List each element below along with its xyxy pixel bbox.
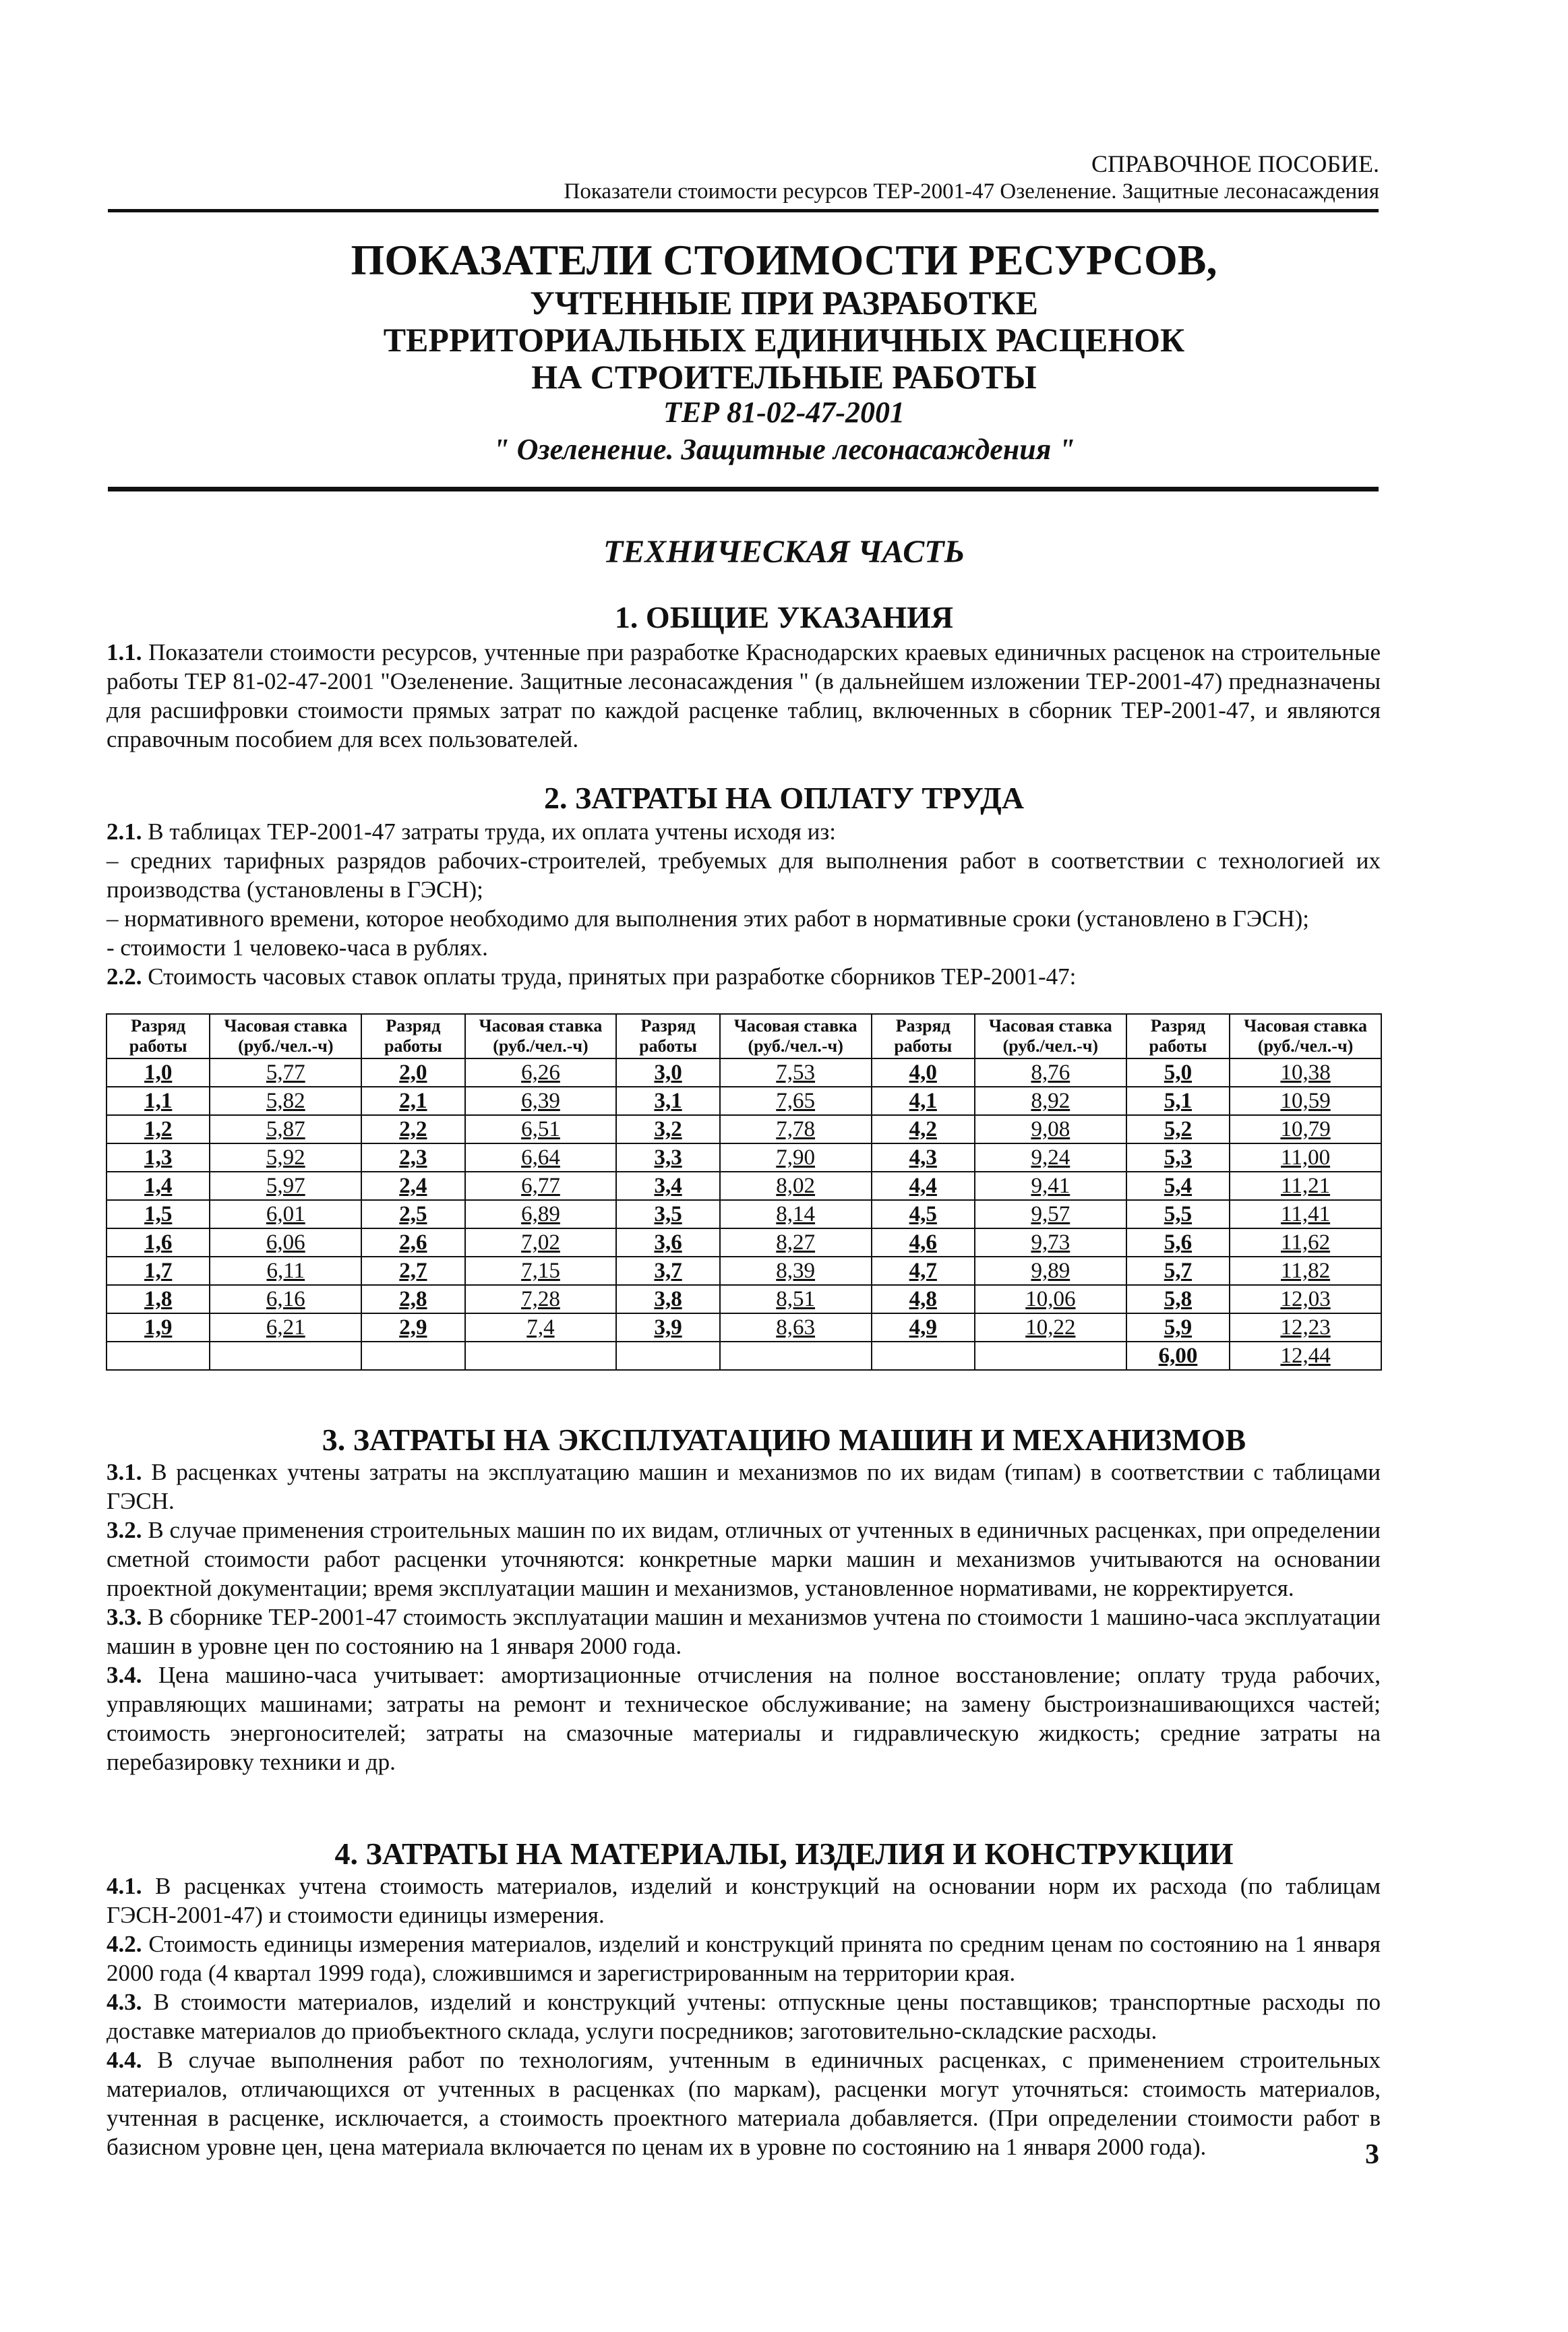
grade-cell: 4,3 <box>872 1143 975 1172</box>
grade-cell: 5,2 <box>1126 1115 1230 1143</box>
grade-cell: 3,9 <box>616 1313 719 1342</box>
grade-cell: 2,6 <box>361 1228 464 1257</box>
rate-cell: 10,59 <box>1230 1087 1381 1115</box>
title-line-4: НА СТРОИТЕЛЬНЫЕ РАБОТЫ <box>531 358 1037 396</box>
title-rule <box>108 487 1379 491</box>
grade-cell: 2,3 <box>361 1143 464 1172</box>
rate-cell: 8,14 <box>720 1200 872 1228</box>
section-3-heading: 3. ЗАТРАТЫ НА ЭКСПЛУАТАЦИЮ МАШИН И МЕХАНИЗМОВ <box>322 1423 1246 1457</box>
grade-cell: 5,7 <box>1126 1257 1230 1285</box>
paragraph-2-2 <box>107 962 1381 991</box>
paragraph-number: 3.3. <box>107 1604 142 1630</box>
title-line-3: ТЕРРИТОРИАЛЬНЫХ ЕДИНИЧНЫХ РАСЦЕНОК <box>383 321 1185 359</box>
grade-cell: 3,4 <box>616 1172 719 1200</box>
rate-cell: 5,97 <box>210 1172 361 1200</box>
grade-cell: 3,7 <box>616 1257 719 1285</box>
rate-cell: 9,41 <box>975 1172 1126 1200</box>
hourly-rates-table <box>106 1013 1382 1371</box>
grade-cell: 2,8 <box>361 1285 464 1313</box>
grade-cell: 3,3 <box>616 1143 719 1172</box>
header-subtitle: Показатели стоимости ресурсов ТЕР-2001-47 Озеленение. Защитные лесонасаждения <box>564 179 1379 204</box>
grade-cell: 1,4 <box>107 1172 210 1200</box>
grade-cell: 4,2 <box>872 1115 975 1143</box>
grade-cell: 5,6 <box>1126 1228 1230 1257</box>
grade-cell: 4,1 <box>872 1087 975 1115</box>
rate-cell: 7,15 <box>465 1257 617 1285</box>
grade-cell: 5,3 <box>1126 1143 1230 1172</box>
paragraph-number: 3.1. <box>107 1459 142 1485</box>
column-header-grade: Разряд работы <box>107 1014 210 1058</box>
section-2-body <box>107 817 1381 991</box>
grade-cell: 1,8 <box>107 1285 210 1313</box>
rate-cell <box>720 1342 872 1370</box>
rate-cell: 5,82 <box>210 1087 361 1115</box>
paragraph-text: В сборнике ТЕР-2001-47 стоимость эксплуатации машин и механизмов учтена по стоимости 1 машино-часа эксплуатации машин в уровне цен по состоянию на 1 января 2000 года. <box>107 1604 1381 1659</box>
tech-part-heading: ТЕХНИЧЕСКАЯ ЧАСТЬ <box>603 534 965 570</box>
rate-cell: 9,73 <box>975 1228 1126 1257</box>
grade-cell: 1,9 <box>107 1313 210 1342</box>
title-line-2: УЧТЕННЫЕ ПРИ РАЗРАБОТКЕ <box>530 284 1038 322</box>
rate-cell: 5,92 <box>210 1143 361 1172</box>
paragraph-number: 3.2. <box>107 1517 142 1543</box>
paragraph-text: В случае выполнения работ по технологиям, учтенным в единичных расценках, с применением строительных материалов, отличающихся от учтенных в расценках (по маркам), расценки могут уточняться: стоимость материалов, учтенная в расценке, исключается, а стоимость проектного материала добавляется. (При определении стоимости работ в базисном уровне цен, цена материала включается по ценам их в уровне по состоянию на 1 января 2000 года). <box>107 2047 1381 2160</box>
rate-cell: 6,26 <box>465 1058 617 1087</box>
paragraph-text: В расценках учтена стоимость материалов, изделий и конструкций на основании норм их расхода (по таблицам ГЭСН-2001-47) и стоимости единицы измерения. <box>107 1873 1381 1928</box>
paragraph-number: 4.2. <box>107 1931 142 1957</box>
rate-cell: 8,51 <box>720 1285 872 1313</box>
grade-cell: 2,2 <box>361 1115 464 1143</box>
table-row <box>107 1313 1381 1342</box>
rate-cell <box>975 1342 1126 1370</box>
grade-cell: 4,8 <box>872 1285 975 1313</box>
grade-cell: 4,0 <box>872 1058 975 1087</box>
grade-cell <box>361 1342 464 1370</box>
grade-cell <box>616 1342 719 1370</box>
grade-cell: 5,0 <box>1126 1058 1230 1087</box>
paragraph-text: Стоимость единицы измерения материалов, изделий и конструкций принята по средним ценам по состоянию на 1 января 2000 года (4 квартал 1999 года), сложившимся и зарегистрированным на территории края. <box>107 1931 1381 1986</box>
paragraph-4-4 <box>107 2045 1381 2161</box>
column-header-grade: Разряд работы <box>361 1014 464 1058</box>
rate-cell: 7,90 <box>720 1143 872 1172</box>
title-collection: " Озеленение. Защитные лесонасаждения " <box>493 433 1075 466</box>
grade-cell: 4,9 <box>872 1313 975 1342</box>
column-header-rate: Часовая ставка (руб./чел.-ч) <box>465 1014 617 1058</box>
rate-cell <box>210 1342 361 1370</box>
rate-cell: 7,4 <box>465 1313 617 1342</box>
rate-cell: 9,24 <box>975 1143 1126 1172</box>
grade-cell: 2,9 <box>361 1313 464 1342</box>
page-number: 3 <box>1365 2139 1379 2170</box>
rate-cell: 8,02 <box>720 1172 872 1200</box>
grade-cell <box>872 1342 975 1370</box>
column-header-grade: Разряд работы <box>616 1014 719 1058</box>
paragraph-1-1 <box>107 638 1381 754</box>
rate-cell: 7,78 <box>720 1115 872 1143</box>
bullet-item: - стоимости 1 человеко-часа в рублях. <box>107 934 488 961</box>
title-line-1: ПОКАЗАТЕЛИ СТОИМОСТИ РЕСУРСОВ, <box>351 236 1217 284</box>
grade-cell: 2,4 <box>361 1172 464 1200</box>
paragraph-text: В случае применения строительных машин по их видам, отличных от учтенных в единичных расценках, при определении сметной стоимости работ расценки уточняются: конкретные марки машин и механизмов учитываются на основании проектной документации; время эксплуатации машин и механизмов, установленное нормативами, не корректируется. <box>107 1517 1381 1601</box>
grade-cell: 4,5 <box>872 1200 975 1228</box>
rate-cell: 6,39 <box>465 1087 617 1115</box>
title-code: ТЕР 81-02-47-2001 <box>663 396 905 429</box>
grade-cell: 5,4 <box>1126 1172 1230 1200</box>
grade-cell: 5,9 <box>1126 1313 1230 1342</box>
paragraph-4-2 <box>107 1930 1381 1987</box>
rate-cell: 6,77 <box>465 1172 617 1200</box>
grade-cell: 4,6 <box>872 1228 975 1257</box>
rate-cell: 6,21 <box>210 1313 361 1342</box>
rate-cell: 11,21 <box>1230 1172 1381 1200</box>
rate-cell: 6,11 <box>210 1257 361 1285</box>
rate-cell <box>465 1342 617 1370</box>
rate-cell: 11,82 <box>1230 1257 1381 1285</box>
grade-cell: 2,5 <box>361 1200 464 1228</box>
paragraph-number: 4.3. <box>107 1989 142 2015</box>
rate-cell: 5,77 <box>210 1058 361 1087</box>
bullet-item: – нормативного времени, которое необходимо для выполнения этих работ в нормативные сроки (установлено в ГЭСН); <box>107 905 1310 932</box>
rate-cell: 8,92 <box>975 1087 1126 1115</box>
table-row <box>107 1342 1381 1370</box>
table-row <box>107 1228 1381 1257</box>
grade-cell: 2,1 <box>361 1087 464 1115</box>
rate-cell: 6,06 <box>210 1228 361 1257</box>
table-row <box>107 1143 1381 1172</box>
paragraph-2-1 <box>107 817 1381 846</box>
section-3-body <box>107 1458 1381 1776</box>
paragraph-3-2 <box>107 1516 1381 1603</box>
grade-cell: 6,00 <box>1126 1342 1230 1370</box>
table-row <box>107 1058 1381 1087</box>
paragraph-text: В стоимости материалов, изделий и конструкций учтены: отпускные цены поставщиков; транспортные расходы по доставке материалов до приобъектного склада, услуги посредников; заготовительно-складские расходы. <box>107 1989 1381 2044</box>
rate-cell: 12,03 <box>1230 1285 1381 1313</box>
table-row <box>107 1172 1381 1200</box>
section-4-body <box>107 1872 1381 2161</box>
grade-cell: 3,1 <box>616 1087 719 1115</box>
grade-cell: 5,1 <box>1126 1087 1230 1115</box>
rate-cell: 12,44 <box>1230 1342 1381 1370</box>
rate-cell: 10,38 <box>1230 1058 1381 1087</box>
grade-cell: 1,0 <box>107 1058 210 1087</box>
paragraph-4-1 <box>107 1872 1381 1930</box>
grade-cell: 3,8 <box>616 1285 719 1313</box>
grade-cell: 2,7 <box>361 1257 464 1285</box>
paragraph-text: В расценках учтены затраты на эксплуатацию машин и механизмов по их видам (типам) в соответствии с таблицами ГЭСН. <box>107 1459 1381 1514</box>
grade-cell: 4,7 <box>872 1257 975 1285</box>
grade-cell: 3,5 <box>616 1200 719 1228</box>
rate-cell: 9,89 <box>975 1257 1126 1285</box>
rate-cell: 9,08 <box>975 1115 1126 1143</box>
paragraph-number: 2.2. <box>107 963 142 990</box>
rate-cell: 7,53 <box>720 1058 872 1087</box>
grade-cell: 1,5 <box>107 1200 210 1228</box>
bullet-item: – средних тарифных разрядов рабочих-строителей, требуемых для выполнения работ в соответствии с технологией их производства (установлены в ГЭСН); <box>107 847 1381 903</box>
rate-cell: 8,76 <box>975 1058 1126 1087</box>
grade-cell: 1,1 <box>107 1087 210 1115</box>
rate-cell: 7,65 <box>720 1087 872 1115</box>
paragraph-4-3 <box>107 1987 1381 2045</box>
rate-cell: 6,16 <box>210 1285 361 1313</box>
grade-cell: 1,2 <box>107 1115 210 1143</box>
paragraph-text: Показатели стоимости ресурсов, учтенные при разработке Краснодарских краевых единичных расценок на строительные работы ТЕР 81-02-47-2001 "Озеленение. Защитные лесонасаждения " (в дальнейшем изложении ТЕР-2001-47) предназначены для расшифровки стоимости прямых затрат по каждой расценке таблиц, включенных в сборник ТЕР-2001-47, и являются справочным пособием для всех пользователей. <box>107 639 1381 752</box>
column-header-rate: Часовая ставка (руб./чел.-ч) <box>1230 1014 1381 1058</box>
rate-cell: 7,02 <box>465 1228 617 1257</box>
section-4-heading: 4. ЗАТРАТЫ НА МАТЕРИАЛЫ, ИЗДЕЛИЯ И КОНСТРУКЦИИ <box>334 1836 1234 1871</box>
paragraph-3-4 <box>107 1661 1381 1776</box>
section-1-heading: 1. ОБЩИЕ УКАЗАНИЯ <box>614 600 954 634</box>
rate-cell: 11,41 <box>1230 1200 1381 1228</box>
rate-cell: 5,87 <box>210 1115 361 1143</box>
column-header-grade: Разряд работы <box>1126 1014 1230 1058</box>
table-row <box>107 1115 1381 1143</box>
column-header-grade: Разряд работы <box>872 1014 975 1058</box>
column-header-rate: Часовая ставка (руб./чел.-ч) <box>210 1014 361 1058</box>
rate-cell: 8,39 <box>720 1257 872 1285</box>
rate-cell: 6,64 <box>465 1143 617 1172</box>
paragraph-number: 4.1. <box>107 1873 142 1899</box>
rate-cell: 7,28 <box>465 1285 617 1313</box>
grade-cell: 1,6 <box>107 1228 210 1257</box>
grade-cell: 5,5 <box>1126 1200 1230 1228</box>
rate-cell: 8,27 <box>720 1228 872 1257</box>
paragraph-number: 1.1. <box>107 639 142 665</box>
grade-cell: 2,0 <box>361 1058 464 1087</box>
column-header-rate: Часовая ставка (руб./чел.-ч) <box>975 1014 1126 1058</box>
table-row <box>107 1257 1381 1285</box>
rate-cell: 10,22 <box>975 1313 1126 1342</box>
rate-cell: 12,23 <box>1230 1313 1381 1342</box>
grade-cell: 5,8 <box>1126 1285 1230 1313</box>
paragraph-3-1 <box>107 1458 1381 1516</box>
rate-cell: 11,00 <box>1230 1143 1381 1172</box>
paragraph-text: Цена машино-часа учитывает: амортизационные отчисления на полное восстановление; оплату труда рабочих, управляющих машинами; затраты на ремонт и техническое обслуживание; на замену быстроизнашивающихся частей; стоимость энергоносителей; затраты на смазочные материалы и гидравлическую жидкость; средние затраты на перебазировку техники и др. <box>107 1662 1381 1775</box>
section-1-body <box>107 638 1381 754</box>
paragraph-number: 2.1. <box>107 818 142 845</box>
table-header-row <box>107 1014 1381 1058</box>
rate-cell: 10,79 <box>1230 1115 1381 1143</box>
header-label: СПРАВОЧНОЕ ПОСОБИЕ. <box>1091 150 1379 177</box>
paragraph-text: В таблицах ТЕР-2001-47 затраты труда, их оплата учтены исходя из: <box>148 818 836 845</box>
grade-cell: 1,3 <box>107 1143 210 1172</box>
rate-cell: 10,06 <box>975 1285 1126 1313</box>
paragraph-3-3 <box>107 1603 1381 1661</box>
grade-cell: 4,4 <box>872 1172 975 1200</box>
rate-cell: 6,89 <box>465 1200 617 1228</box>
column-header-rate: Часовая ставка (руб./чел.-ч) <box>720 1014 872 1058</box>
grade-cell <box>107 1342 210 1370</box>
grade-cell: 3,6 <box>616 1228 719 1257</box>
rate-cell: 8,63 <box>720 1313 872 1342</box>
table-row <box>107 1285 1381 1313</box>
header-rule <box>108 209 1379 212</box>
rate-cell: 6,51 <box>465 1115 617 1143</box>
paragraph-text: Стоимость часовых ставок оплаты труда, принятых при разработке сборников ТЕР-2001-47: <box>148 963 1077 990</box>
table-row <box>107 1087 1381 1115</box>
table-row <box>107 1200 1381 1228</box>
section-2-heading: 2. ЗАТРАТЫ НА ОПЛАТУ ТРУДА <box>544 781 1024 815</box>
paragraph-number: 3.4. <box>107 1662 142 1688</box>
rate-cell: 6,01 <box>210 1200 361 1228</box>
grade-cell: 1,7 <box>107 1257 210 1285</box>
grade-cell: 3,2 <box>616 1115 719 1143</box>
paragraph-number: 4.4. <box>107 2047 142 2073</box>
grade-cell: 3,0 <box>616 1058 719 1087</box>
rate-cell: 11,62 <box>1230 1228 1381 1257</box>
rate-cell: 9,57 <box>975 1200 1126 1228</box>
